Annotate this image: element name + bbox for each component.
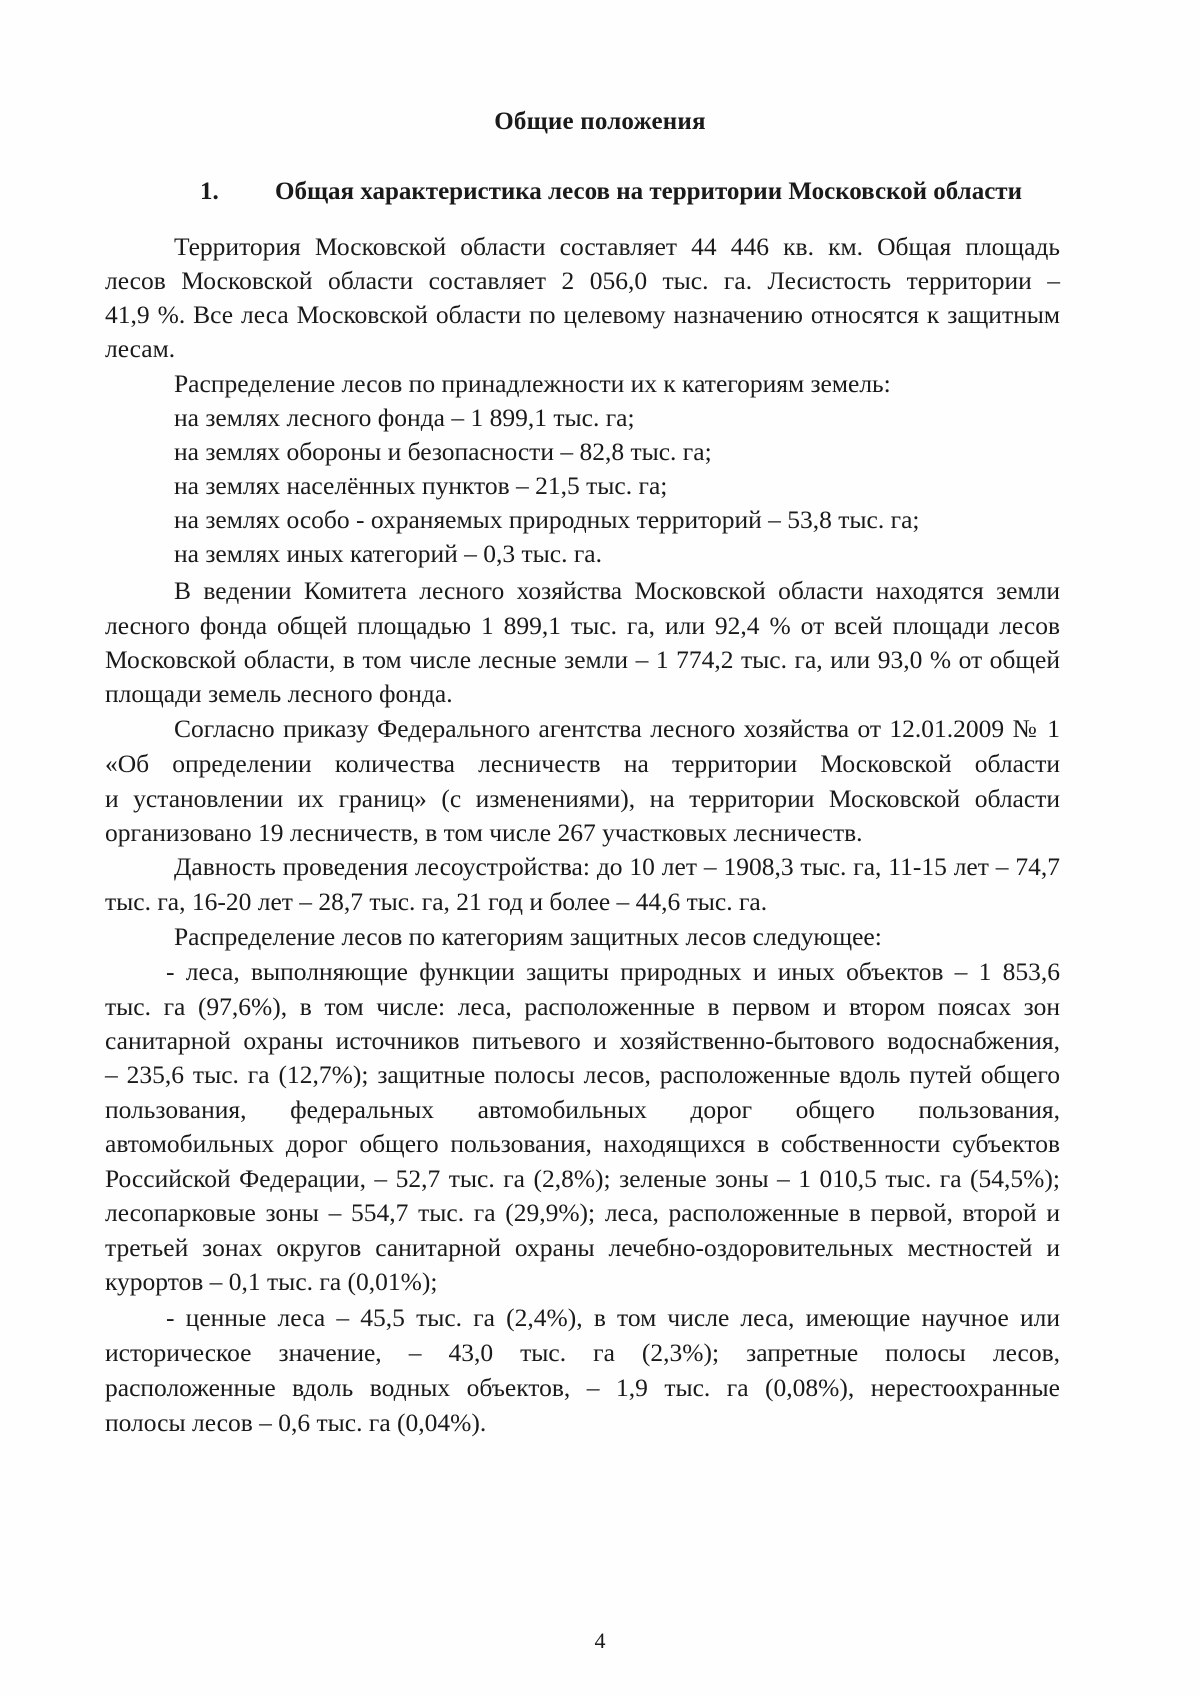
text-line: площади земель лесного фонда. (105, 679, 453, 708)
text-line: В ведении Комитета лесного хозяйства Московской области находятся земли (174, 576, 1060, 605)
text-line: полосы лесов – 0,6 тыс. га (0,04%). (105, 1408, 487, 1437)
text-line: пользования, федеральных автомобильных дорог общего пользования, (105, 1095, 1060, 1124)
section-number: 1. (200, 178, 219, 205)
text-line: автомобильных дорог общего пользования, находящихся в собственности субъектов (105, 1129, 1060, 1158)
text-line: историческое значение, – 43,0 тыс. га (2,3%); запретные полосы лесов, (105, 1338, 1060, 1367)
text-line: на землях иных категорий – 0,3 тыс. га. (174, 539, 602, 568)
text-line: санитарной охраны источников питьевого и хозяйственно-бытового водоснабжения, (105, 1026, 1060, 1055)
text-line: курортов – 0,1 тыс. га (0,01%); (105, 1267, 438, 1296)
text-line: лесов Московской области составляет 2 056,0 тыс. га. Лесистость территории – (105, 266, 1060, 295)
text-line: Давность проведения лесоустройства: до 10 лет – 1908,3 тыс. га, 11-15 лет – 74,7 (174, 852, 1060, 881)
text-line: тыс. га, 16-20 лет – 28,7 тыс. га, 21 год и более – 44,6 тыс. га. (105, 887, 768, 916)
text-line: на землях лесного фонда – 1 899,1 тыс. га; (174, 403, 635, 432)
text-line: лесопарковые зоны – 554,7 тыс. га (29,9%); леса, расположенные в первой, второй и (105, 1198, 1060, 1227)
text-line: на землях населённых пунктов – 21,5 тыс. га; (174, 471, 668, 500)
text-line: Российской Федерации, – 52,7 тыс. га (2,8%); зеленые зоны – 1 010,5 тыс. га (54,5%); (105, 1164, 1060, 1193)
text-line: и установлении их границ» (с изменениями), на территории Московской области (105, 784, 1060, 813)
section-title: Общая характеристика лесов на территории Московской области (275, 178, 1022, 205)
text-line: 41,9 %. Все леса Московской области по целевому назначению относятся к защитным (105, 300, 1060, 329)
text-line: лесам. (105, 334, 176, 363)
text-line: - ценные леса – 45,5 тыс. га (2,4%), в том числе леса, имеющие научное или (166, 1303, 1060, 1332)
text-line: на землях особо - охраняемых природных территорий – 53,8 тыс. га; (174, 505, 920, 534)
text-line: - леса, выполняющие функции защиты природных и иных объектов – 1 853,6 (166, 957, 1060, 986)
text-line: «Об определении количества лесничеств на территории Московской области (105, 749, 1060, 778)
text-line: организовано 19 лесничеств, в том числе 267 участковых лесничеств. (105, 818, 863, 847)
text-line: третьей зонах округов санитарной охраны лечебно-оздоровительных местностей и (105, 1233, 1060, 1262)
text-line: Распределение лесов по принадлежности их к категориям земель: (174, 369, 891, 398)
text-line: Согласно приказу Федерального агентства лесного хозяйства от 12.01.2009 № 1 (174, 714, 1060, 743)
text-line: на землях обороны и безопасности – 82,8 тыс. га; (174, 437, 712, 466)
text-line: Территория Московской области составляет 44 446 кв. км. Общая площадь (174, 232, 1060, 261)
text-line: тыс. га (97,6%), в том числе: леса, расположенные в первом и втором поясах зон (105, 992, 1060, 1021)
text-line: Московской области, в том числе лесные земли – 1 774,2 тыс. га, или 93,0 % от общей (105, 645, 1060, 674)
page-heading: Общие положения (494, 108, 706, 135)
text-line: лесного фонда общей площадью 1 899,1 тыс. га, или 92,4 % от всей площади лесов (105, 611, 1060, 640)
text-line: расположенные вдоль водных объектов, – 1,9 тыс. га (0,08%), нерестоохранные (105, 1373, 1060, 1402)
section-heading (200, 178, 1160, 206)
page-number: 4 (594, 1628, 606, 1653)
text-line: – 235,6 тыс. га (12,7%); защитные полосы лесов, расположенные вдоль путей общего (105, 1060, 1060, 1089)
text-line: Распределение лесов по категориям защитных лесов следующее: (174, 922, 882, 951)
